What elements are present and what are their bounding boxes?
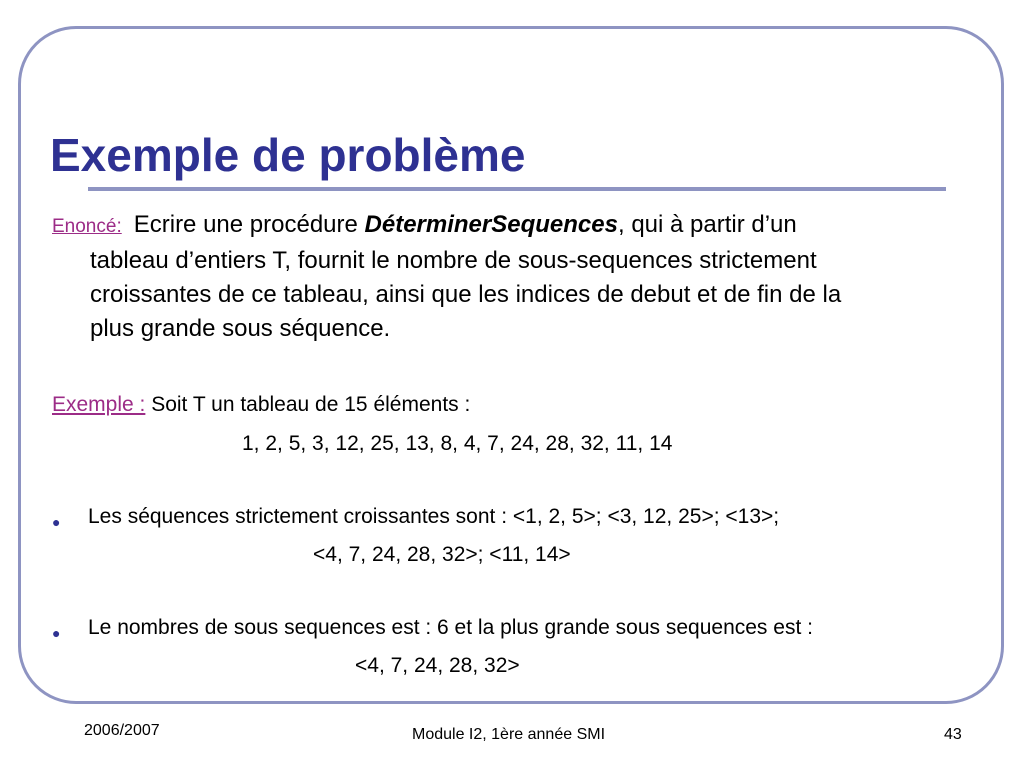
statement-text-after: , qui à partir d’un xyxy=(617,211,797,238)
bullet-dot-icon: ● xyxy=(52,514,61,530)
procedure-name: DéterminerSequences xyxy=(364,211,618,238)
bullet-2-text: Le nombres de sous sequences est : 6 et la plus grande sous sequences est : xyxy=(88,616,813,639)
title-divider xyxy=(88,187,946,191)
footer-page-number: 43 xyxy=(944,726,962,743)
statement-line-1 xyxy=(52,208,992,244)
bullet-dot-icon: ● xyxy=(52,625,61,641)
footer-date: 2006/2007 xyxy=(84,722,160,739)
example-array: 1, 2, 5, 3, 12, 25, 13, 8, 4, 7, 24, 28, 32, 11, 14 xyxy=(242,432,673,455)
bullet-2-continuation: <4, 7, 24, 28, 32> xyxy=(355,654,520,677)
statement-text-before: Ecrire une procédure xyxy=(133,211,365,238)
bullet-1-continuation: <4, 7, 24, 28, 32>; <11, 14> xyxy=(313,543,571,566)
example-label: Exemple : xyxy=(52,393,146,416)
enonce-label: Enoncé: xyxy=(52,216,122,237)
bullet-1-text: Les séquences strictement croissantes sont : <1, 2, 5>; <3, 12, 25>; <13>; xyxy=(88,505,780,528)
example-line xyxy=(52,393,470,417)
example-text: Soit T un tableau de 15 éléments : xyxy=(145,393,471,416)
footer-module: Module I2, 1ère année SMI xyxy=(412,726,606,743)
statement-line-3: croissantes de ce tableau, ainsi que les indices de debut et de fin de la xyxy=(90,281,842,308)
statement-line-2: tableau d’entiers T, fournit le nombre de sous-sequences strictement xyxy=(90,247,817,274)
statement-line-4: plus grande sous séquence. xyxy=(90,315,391,342)
slide-title: Exemple de problème xyxy=(50,129,526,181)
problem-statement xyxy=(52,208,992,346)
